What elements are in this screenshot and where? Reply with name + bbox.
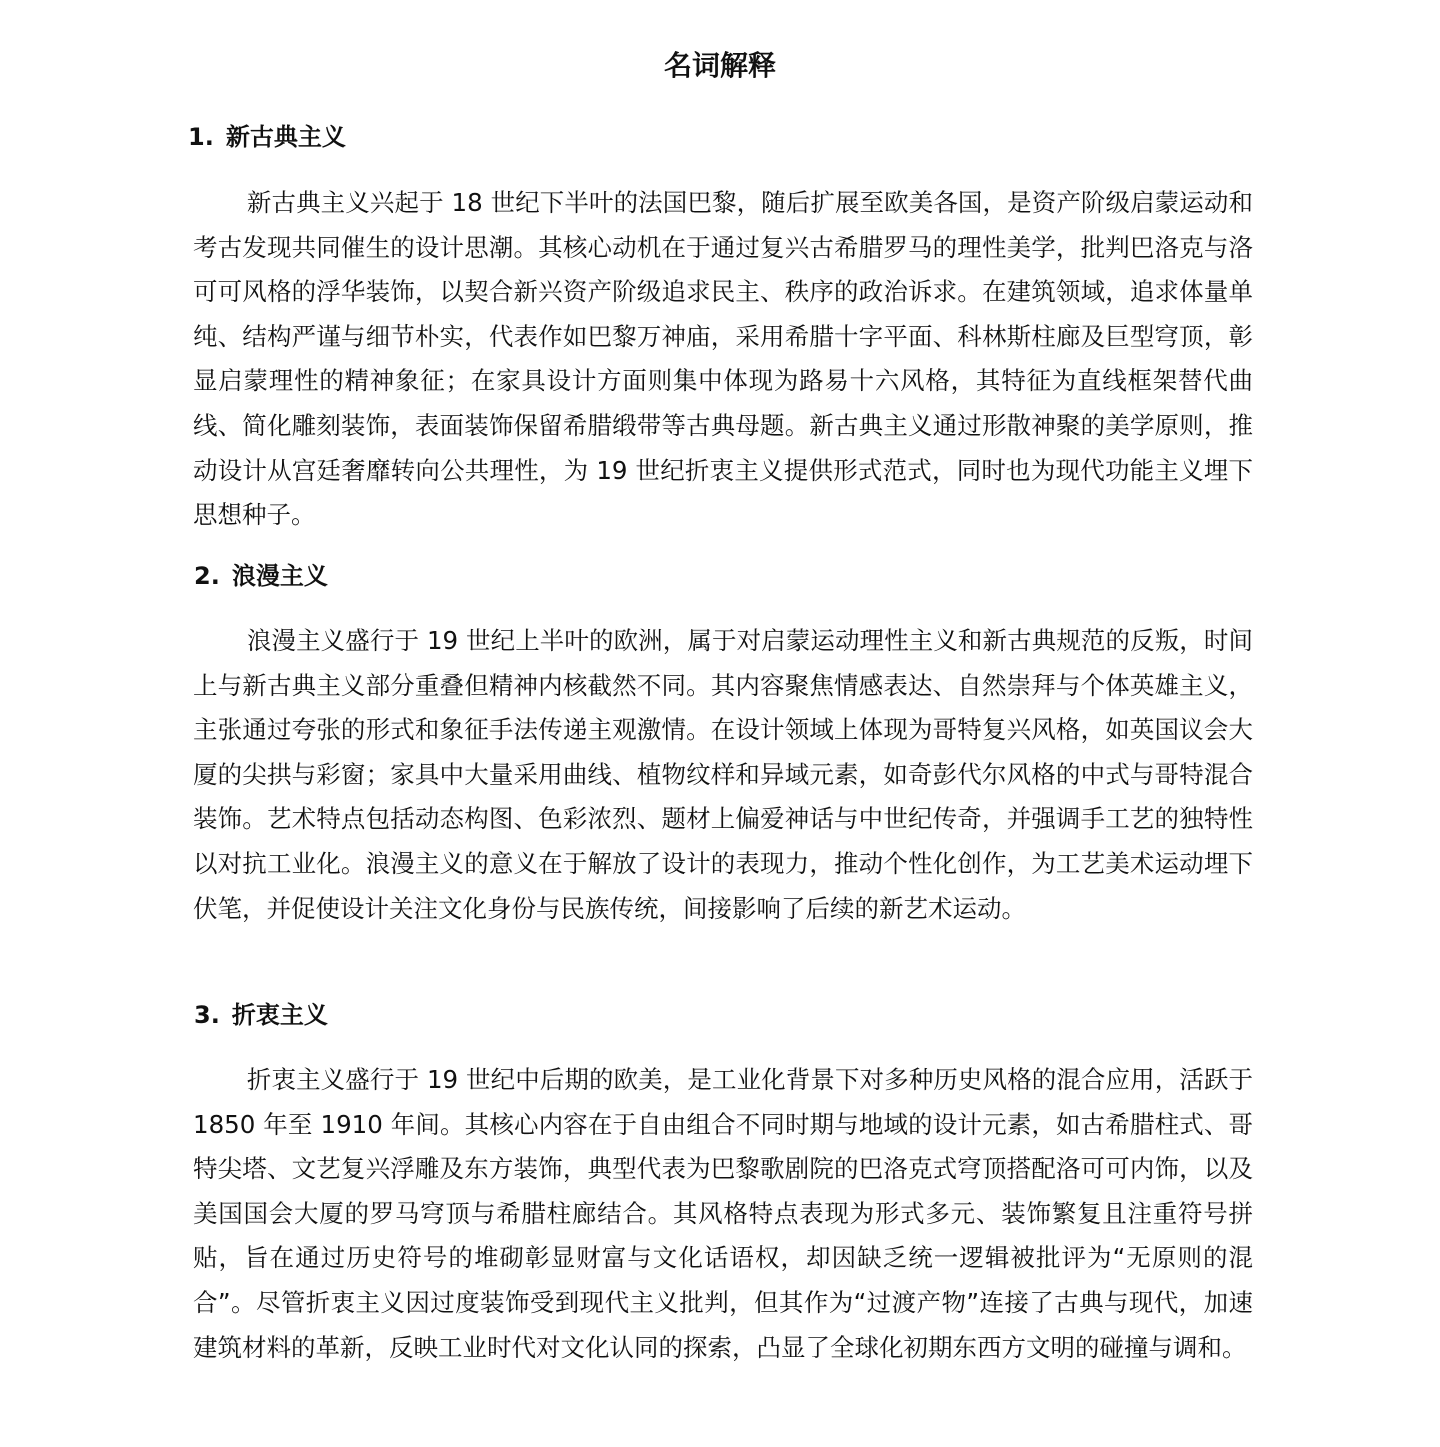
section-number: 2. xyxy=(194,562,220,590)
section-body-eclecticism: 折衷主义盛行于 19 世纪中后期的欧美，是工业化背景下对多种历史风格的混合应用，活跃于 1850 年至 1910 年间。其核心内容在于自由组合不同时期与地域的设计元素，如古希腊柱式、哥特尖塔、文艺复兴浮雕及东方装饰，典型代表为巴黎歌剧院的巴洛克式穹顶搭配洛可可内饰，以及美国国会大厦的罗马穹顶与希腊柱廊结合。其风格特点表现为形式多元、装饰繁复且注重符号拼贴，旨在通过历史符号的堆砌彰显财富与文化话语权，却因缺乏统一逻辑被批评为“无原则的混合”。尽管折衷主义因过度装饰受到现代主义批判，但其作为“过渡产物”连接了古典与现代，加速建筑材料的革新，反映工业时代对文化认同的探索，凸显了全球化初期东西方文明的碰撞与调和。 xyxy=(193,1065,1253,1362)
section-heading-neoclassicism xyxy=(188,120,346,154)
section-number: 3. xyxy=(194,1001,220,1029)
section-number: 1. xyxy=(188,123,214,151)
section-title: 新古典主义 xyxy=(225,123,346,151)
section-body-romanticism: 浪漫主义盛行于 19 世纪上半叶的欧洲，属于对启蒙运动理性主义和新古典规范的反叛，时间上与新古典主义部分重叠但精神内核截然不同。其内容聚焦情感表达、自然崇拜与个体英雄主义，主张通过夸张的形式和象征手法传递主观激情。在设计领域上体现为哥特复兴风格，如英国议会大厦的尖拱与彩窗；家具中大量采用曲线、植物纹样和异域元素，如奇彭代尔风格的中式与哥特混合装饰。艺术特点包括动态构图、色彩浓烈、题材上偏爱神话与中世纪传奇，并强调手工艺的独特性以对抗工业化。浪漫主义的意义在于解放了设计的表现力，推动个性化创作，为工艺美术运动埋下伏笔，并促使设计关注文化身份与民族传统，间接影响了后续的新艺术运动。 xyxy=(193,626,1253,923)
section-title: 折衷主义 xyxy=(231,1001,328,1029)
section-heading-eclecticism xyxy=(194,998,328,1032)
section-title: 浪漫主义 xyxy=(231,562,328,590)
section-heading-romanticism xyxy=(194,559,328,593)
section-body-neoclassicism: 新古典主义兴起于 18 世纪下半叶的法国巴黎，随后扩展至欧美各国，是资产阶级启蒙运动和考古发现共同催生的设计思潮。其核心动机在于通过复兴古希腊罗马的理性美学，批判巴洛克与洛可可风格的浮华装饰，以契合新兴资产阶级追求民主、秩序的政治诉求。在建筑领域，追求体量单纯、结构严谨与细节朴实，代表作如巴黎万神庙，采用希腊十字平面、科林斯柱廊及巨型穹顶，彰显启蒙理性的精神象征；在家具设计方面则集中体现为路易十六风格，其特征为直线框架替代曲线、简化雕刻装饰，表面装饰保留希腊缎带等古典母题。新古典主义通过形散神聚的美学原则，推动设计从宫廷奢靡转向公共理性，为 19 世纪折衷主义提供形式范式，同时也为现代功能主义埋下思想种子。 xyxy=(193,188,1253,530)
document-title: 名词解释 xyxy=(663,49,776,82)
